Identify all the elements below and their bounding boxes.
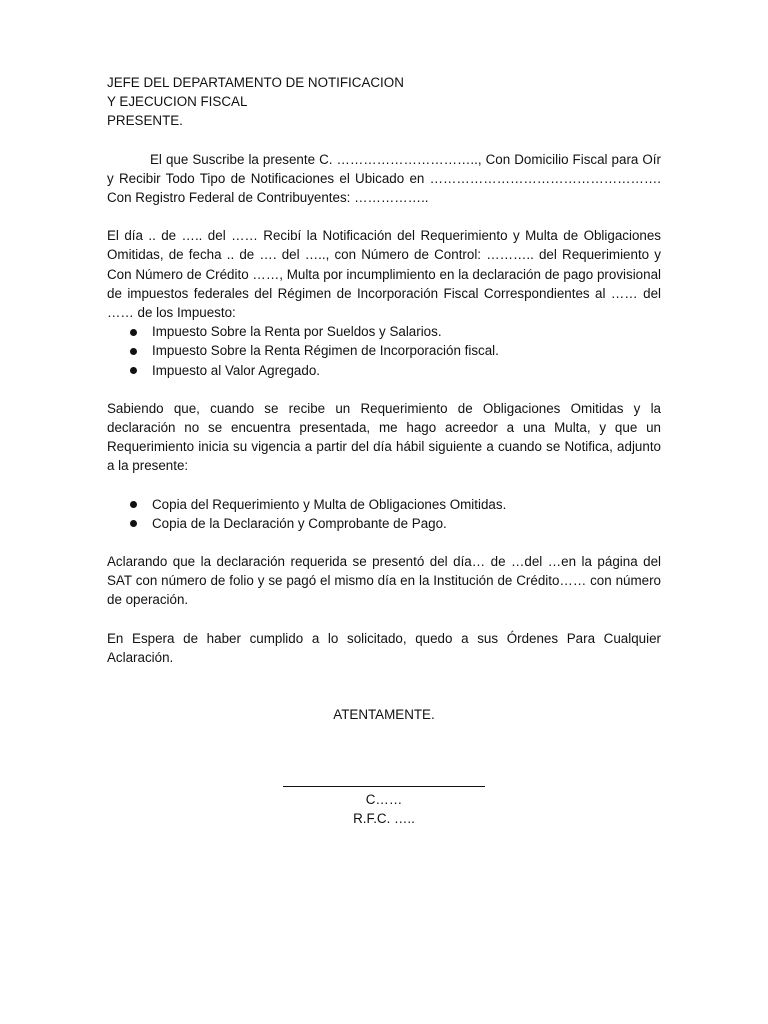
recipient-salutation: PRESENTE. [107, 113, 183, 129]
signature-block [107, 786, 661, 828]
bullet-icon [130, 501, 137, 508]
bullet-icon [130, 329, 137, 336]
list-item-label: Copia de la Declaración y Comprobante de Pago. [152, 515, 447, 531]
list-item-label: Impuesto Sobre la Renta por Sueldos y Salarios. [152, 324, 442, 340]
bullet-icon [130, 367, 137, 374]
list-item [107, 514, 661, 533]
signer-name: C…… [365, 792, 403, 808]
list-item-label: Copia del Requerimiento y Multa de Obligaciones Omitidas. [152, 496, 507, 512]
recipient-department: Y EJECUCION FISCAL [107, 94, 248, 110]
list-item-label: Impuesto Sobre la Renta Régimen de Incorporación fiscal. [152, 343, 499, 359]
list-item [107, 361, 661, 380]
list-item-label: Impuesto al Valor Agregado. [152, 362, 320, 378]
intro-paragraph: El que Suscribe la presente C. ………………………….., Con Domicilio Fiscal para Oír y Recibir Todo Tipo de Notificaciones el Ubicado en ……………………………………………. Con Registro Federal de Contribuyentes: …………….. [107, 151, 661, 206]
letter-document [107, 73, 661, 829]
attachment-list [107, 495, 661, 533]
tax-list [107, 322, 661, 380]
list-item [107, 495, 661, 514]
signer-rfc: R.F.C. ….. [353, 811, 415, 827]
signature-line [283, 786, 485, 787]
bullet-icon [130, 348, 137, 355]
recipient-title: JEFE DEL DEPARTAMENTO DE NOTIFICACION [107, 75, 404, 90]
explanation-paragraph: Sabiendo que, cuando se recibe un Requerimiento de Obligaciones Omitidas y la declaración no se encuentra presentada, me hago acreedor a una Multa, y que un Requerimiento inicia su vigencia a partir del día hábil siguiente a cuando se Notifica, adjunto a la presente: [107, 400, 661, 474]
clarification-paragraph: Aclarando que la declaración requerida se presentó del día… de …del …en la página del SAT con número de folio y se pagó el mismo día en la Institución de Crédito…… con número de operación. [107, 554, 661, 608]
closing-paragraph: En Espera de haber cumplido a lo solicitado, quedo a sus Órdenes Para Cualquier Aclaración. [107, 630, 661, 665]
notification-paragraph: El día .. de ….. del …… Recibí la Notificación del Requerimiento y Multa de Obligaciones Omitidas, de fecha .. de …. del ….., con Número de Control: ……….. del Requerimiento y Con Número de Crédito ……, Multa por incumplimiento en la declaración de pago provisional de impuestos federales del Régimen de Incorporación Fiscal Correspondientes al …… del …… de los Impuesto: [107, 228, 661, 321]
list-item [107, 341, 661, 360]
closing-salutation: ATENTAMENTE. [333, 707, 435, 723]
recipient-block [107, 73, 661, 131]
bullet-icon [130, 520, 137, 527]
list-item [107, 322, 661, 341]
